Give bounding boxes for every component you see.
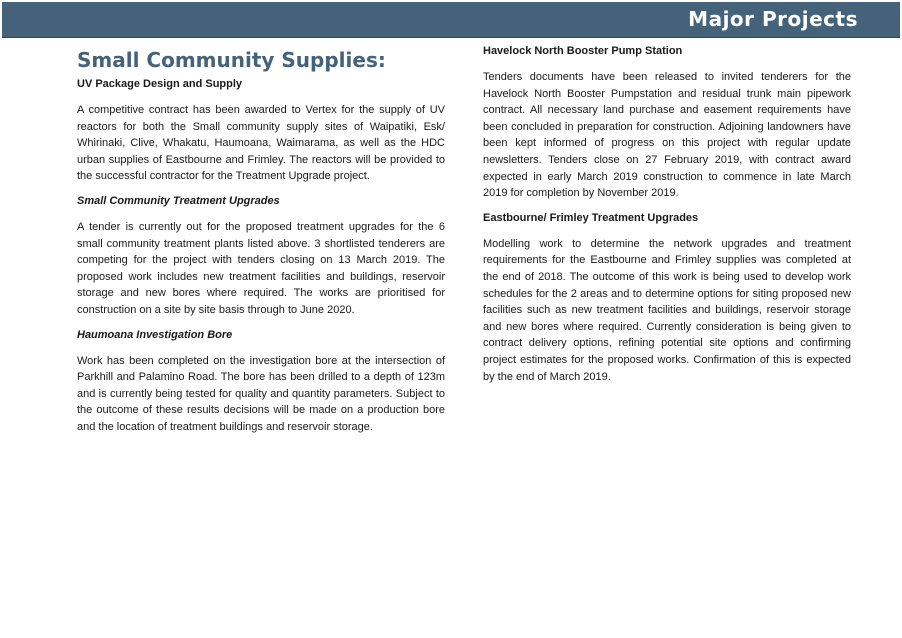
page-title: Major Projects <box>688 7 858 31</box>
subheading-uv-package: UV Package Design and Supply <box>77 78 243 90</box>
paragraph-haumoana-bore: Work has been completed on the investigation bore at the intersection of Parkhill and Palamino Road. The bore has been drilled to a depth of 123m and is currently being tested for quality and quantity parameters. Subject to the outcome of these results decisions will be made on a production bore and the location of treatment buildings and reservoir storage. <box>77 354 445 433</box>
subheading-haumoana-bore: Haumoana Investigation Bore <box>77 328 233 341</box>
paragraph-uv-package: A competitive contract has been awarded to Vertex for the supply of UV reactors for both the Small community supply sites of Waipatiki, Esk/ Whirinaki, Clive, Whakatu, Haumoana, Waimarama, as well as the HDC urban supplies of Eastbourne and Frimley. The reactors will be provided to the successful contractor for the Treatment Upgrade project. <box>77 104 445 183</box>
header-banner <box>2 2 900 38</box>
section-title: Small Community Supplies: <box>77 48 386 72</box>
paragraph-treatment-upgrades: A tender is currently out for the proposed treatment upgrades for the 6 small community treatment plants listed above. 3 shortlisted tenderers are competing for the project with tenders closing on 13 March 2019. The proposed work includes new treatment facilities and buildings, reservoir storage and new bores where required. The works are prioritised for construction on a site by site basis through to June 2020. <box>77 220 445 316</box>
left-column <box>77 44 445 445</box>
paragraph-havelock-pump-station: Tenders documents have been released to invited tenderers for the Havelock North Booster Pumpstation and residual trunk main pipework contract. All necessary land purchase and easement requirements have been concluded in preparation for construction. Adjoining landowners have been kept informed of progress on this project with regular update newsletters. Tenders close on 27 February 2019, with contract award expected in early March 2019 construction to commence in late March 2019 for completion by November 2019. <box>483 71 851 200</box>
right-column <box>483 44 851 394</box>
subheading-treatment-upgrades: Small Community Treatment Upgrades <box>77 194 280 207</box>
subheading-havelock-pump-station: Havelock North Booster Pump Station <box>483 45 683 57</box>
subheading-eastbourne-frimley: Eastbourne/ Frimley Treatment Upgrades <box>483 211 699 224</box>
paragraph-eastbourne-frimley: Modelling work to determine the network upgrades and treatment requirements for the Eastbourne and Frimley supplies was completed at the end of 2018. The outcome of this work is being used to develop work schedules for the 2 areas and to determine options for siting proposed new facilities such as new treatment facilities and buildings, reservoir storage and new bores where required. Currently consideration is being given to contract delivery options, refining potential site options and confirming project estimates for the proposed works. Confirmation of this is expected by the end of March 2019. <box>483 237 851 383</box>
